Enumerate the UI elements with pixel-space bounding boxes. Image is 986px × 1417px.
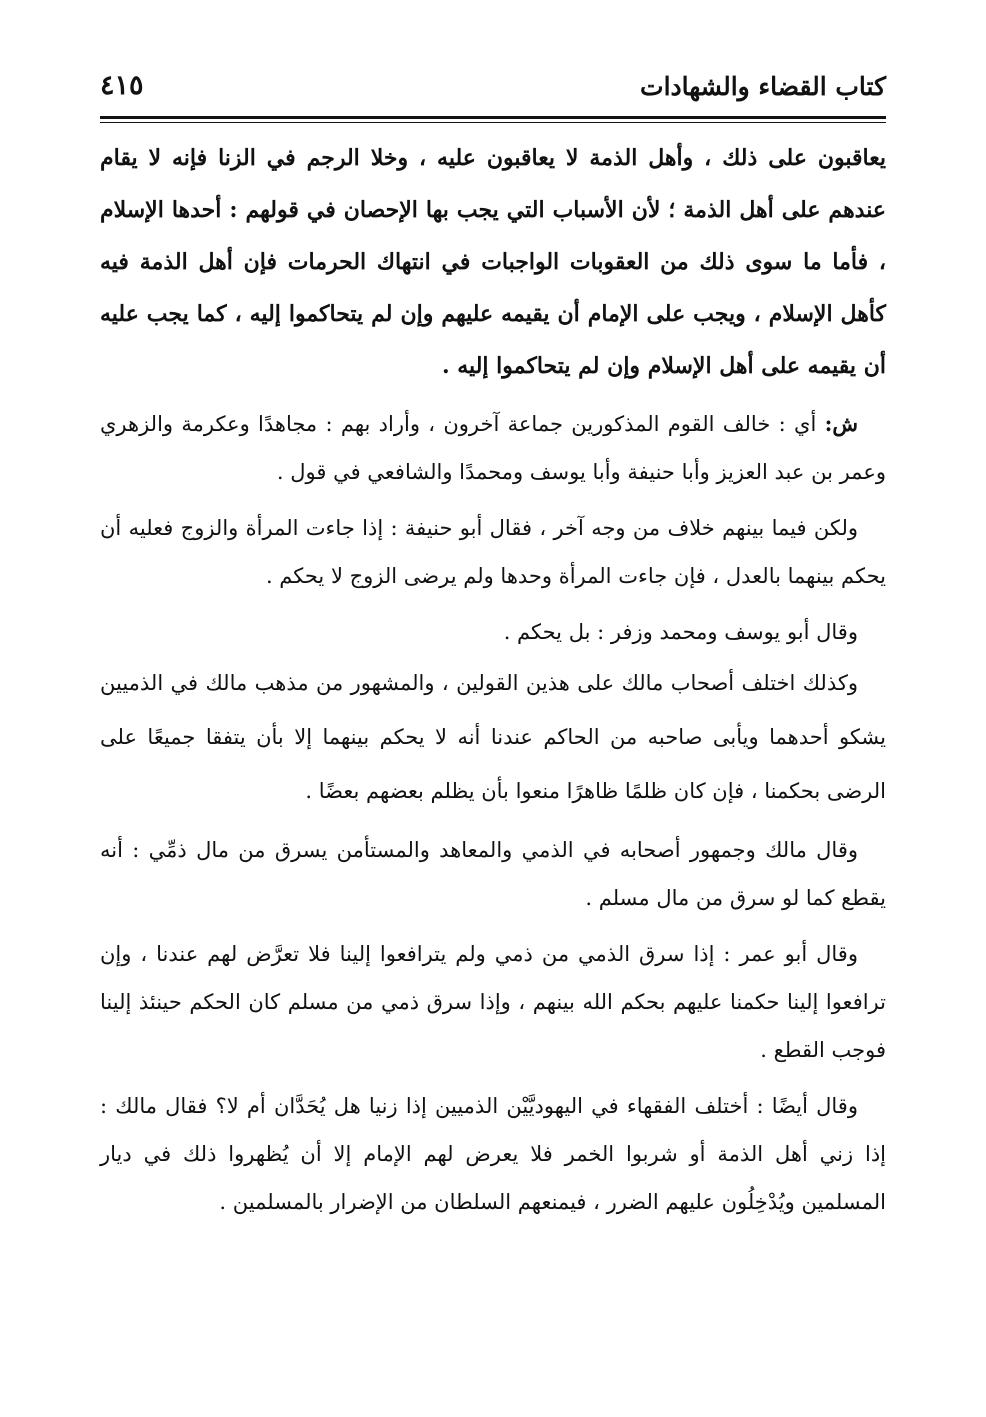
commentary-paragraph: وقال أبو عمر : إذا سرق الذمي من ذمي ولم يترافعوا إلينا فلا تعرَّض لهم عندنا ، وإن ترافعوا إلينا حكمنا عليهم بحكم الله بينهم ، وإذا سرق ذمي من مسلم كان الحكم حينئذ إلينا فوجب القطع . <box>100 942 886 1062</box>
header-rule-thin <box>100 122 886 123</box>
commentary-paragraph: وقال أيضًا : أختلف الفقهاء في اليهوديَّيْن الذميين إذا زنيا هل يُحَدَّان أم لا؟ فقال مالك : إذا زني أهل الذمة أو شربوا الخمر فلا يعرض لهم الإمام إلا أن يُظهروا ذلك في ديار المسلمين ويُدْخِلُون عليهم الضرر ، فيمنعهم السلطان من الإضرار بالمسلمين . <box>100 1094 886 1214</box>
running-header <box>100 66 886 114</box>
page-number: ٤١٥ <box>100 70 144 101</box>
commentary-paragraph: وقال أبو يوسف ومحمد وزفر : بل يحكم . <box>503 620 858 644</box>
commentary-marker: ش: <box>824 411 858 436</box>
header-rule <box>100 116 886 119</box>
commentary-paragraph: وقال مالك وجمهور أصحابه في الذمي والمعاهد والمستأمن يسرق من مال ذمِّي : أنه يقطع كما لو سرق من مال مسلم . <box>100 838 886 910</box>
book-section-title: كتاب القضاء والشهادات <box>640 72 886 101</box>
commentary-text: أي : خالف القوم المذكورين جماعة آخرون ، وأراد بهم : مجاهدًا وعكرمة والزهري وعمر بن عبد العزيز وأبا حنيفة وأبا يوسف ومحمدًا والشافعي في قول . <box>100 412 886 484</box>
commentary-paragraph: ولكن فيما بينهم خلاف من وجه آخر ، فقال أبو حنيفة : إذا جاءت المرأة والزوج فعليه أن يحكم بينهما بالعدل ، فإن جاءت المرأة وحدها ولم يرضى الزوج لا يحكم . <box>100 516 886 588</box>
commentary-paragraph <box>100 400 886 496</box>
matn-paragraph: يعاقبون على ذلك ، وأهل الذمة لا يعاقبون عليه ، وخلا الرجم في الزنا فإنه لا يقام عندهم على أهل الذمة ؛ لأن الأسباب التي يجب بها الإحصان في قولهم : أحدها الإسلام ، فأما ما سوى ذلك من العقوبات الواجبات في انتهاك الحرمات فإن أهل الذمة فيه كأهل الإسلام ، ويجب على الإمام أن يقيمه عليهم وإن لم يتحاكموا إليه ، كما يجب عليه أن يقيمه على أهل الإسلام وإن لم يتحاكموا إليه . <box>100 145 886 379</box>
commentary-paragraph: وكذلك اختلف أصحاب مالك على هذين القولين ، والمشهور من مذهب مالك في الذميين يشكو أحدهما ويأبى صاحبه من الحاكم عندنا أنه لا يحكم بينهما إلا بأن يتفقا جميعًا على الرضى بحكمنا ، فإن كان ظلمًا ظاهرًا منعوا بأن يظلم بعضهم بعضًا . <box>100 671 886 803</box>
page-body <box>100 132 886 1226</box>
